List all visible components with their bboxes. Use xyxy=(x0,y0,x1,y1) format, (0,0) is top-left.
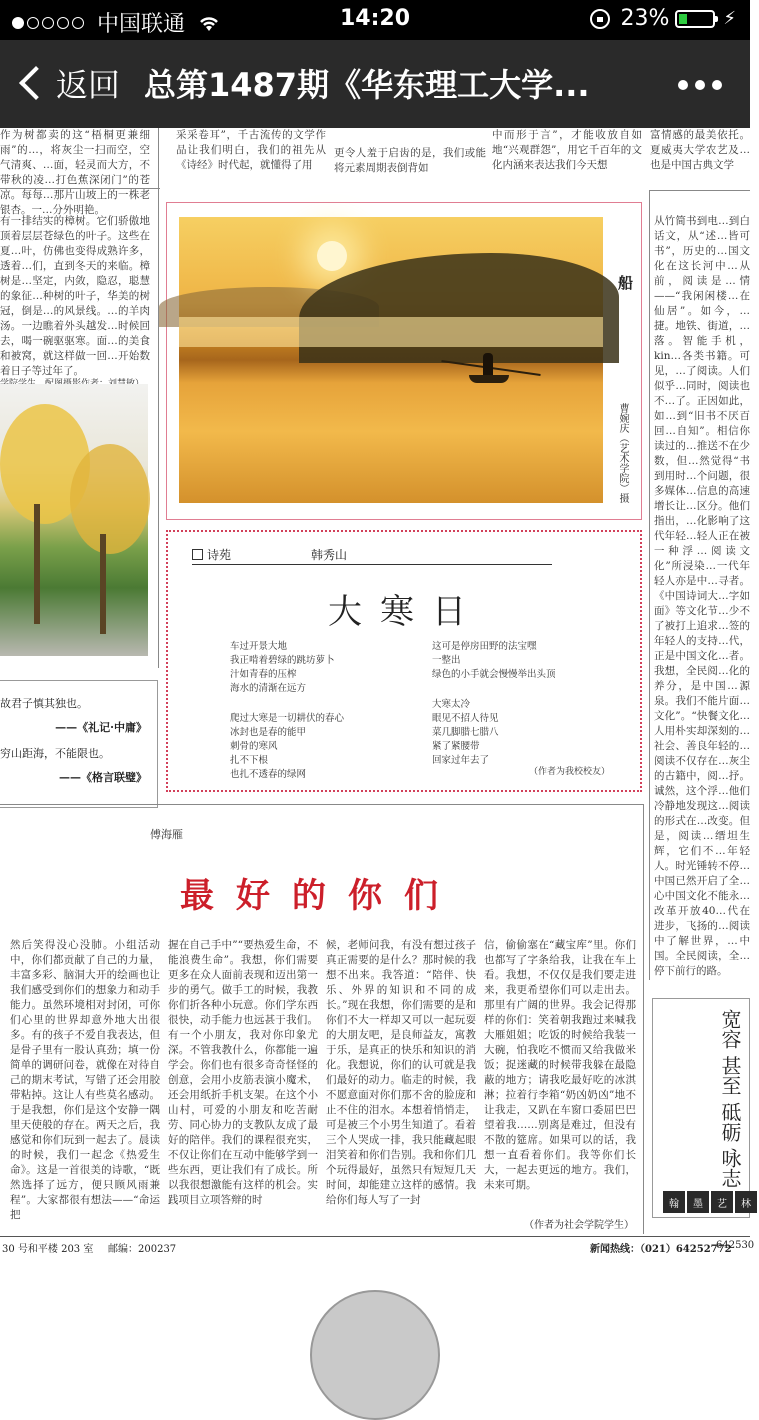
clock: 14:20 xyxy=(339,6,411,31)
more-options-button[interactable] xyxy=(671,80,722,90)
tag-char: 翰 xyxy=(663,1191,685,1213)
mist xyxy=(179,317,603,347)
poem-stanza-2 xyxy=(230,712,344,782)
divider xyxy=(649,190,650,980)
page-title: 总第1487期《华东理工大学... xyxy=(144,66,590,104)
battery-fill xyxy=(679,14,686,24)
battery-icon xyxy=(675,10,715,28)
article-text: 富情感的最美依托。夏威夷大学农艺及…也是中国古典文学 xyxy=(650,129,750,171)
tree-trunk xyxy=(100,534,106,634)
charging-bolt-icon: ⚡ xyxy=(723,8,736,29)
poem-line: 车过开景大地 xyxy=(230,641,288,652)
divider xyxy=(650,190,750,191)
poem-line: 回家过年去了 xyxy=(432,755,490,766)
footer-rule xyxy=(0,1236,750,1237)
boat xyxy=(469,375,509,383)
square-icon xyxy=(192,549,203,560)
poem-line: 绿色的小手就会慢慢举出头顶 xyxy=(432,669,556,680)
poem-column-name: 诗苑 xyxy=(207,548,232,562)
essay-column-2 xyxy=(168,938,318,1228)
poem-note: （作者为我校校友） xyxy=(528,767,610,777)
essay-column-4 xyxy=(484,938,636,1212)
dot-icon xyxy=(695,80,705,90)
status-bar xyxy=(0,0,750,40)
poem-box xyxy=(166,530,642,792)
top-mid-fragment-3 xyxy=(492,128,642,178)
footer-hotline: 新闻热线：（021）64252772 xyxy=(590,1244,732,1255)
divider xyxy=(0,188,160,189)
article-text: 握在自己手中”“要热爱生命，不能浪费生命”。我想，你们需要更多在众人面前表现和迈出第一步的勇气。做手工的时候，我教你们折各种小玩意。你们学东西很快，动手能力也远甚于我们。有一个小朋友，我对你印象尤深。不管我教什么，你都能一遍学会。你们也有很多奇奇怪怪的创意，会用小皮筋表演小魔术，还会用纸折手机支架。在这个小山村，可爱的小朋友和吃苦耐劳、同心协力的支教队友成了最好的陪伴。我们的课程很充实，不仅让你们在互动中能够学到一些东西，更让我们有了成长。所以我很想激能有这样的机会。实践项目立项答辩的时 xyxy=(168,939,318,1206)
poem-line: 刺骨的寒风 xyxy=(230,741,278,752)
top-right-fragment xyxy=(650,128,750,178)
nav-bar xyxy=(0,40,750,128)
article-text: 更令人羞于启齿的是，我们或能将元素周期表倒背如 xyxy=(334,147,486,174)
back-label: 返回 xyxy=(56,66,121,104)
tree-trunk xyxy=(34,504,40,624)
essay-column-3 xyxy=(326,938,476,1228)
essay-note: （作者为社会学院学生） xyxy=(524,1220,634,1231)
divider xyxy=(158,128,159,668)
sun xyxy=(317,241,347,271)
dot-icon xyxy=(712,80,722,90)
top-mid-fragment-1 xyxy=(176,128,326,178)
boatman xyxy=(483,353,493,375)
article-text: 信，偷偷塞在“藏宝库”里。你们也都写了字条给我，让我在车上看。我想，不仅仅是我们要走进来，我更希望你们可以走出去。那里有广阔的世界。我会记得那样的你们：笑着朝我跑过来喊我大雁姐姐；吃饭的时候给我装一大碗，怕我吃不惯而又给我做米饭；捉迷藏的时候带我躲在最隐蔽的地方；请我吃最好吃的冰淇淋；拉着行李箱“奶凶奶凶”地不让我走，又趴在车窗口委屈巴巴望着我……别离是难过，但没有不散的筵席。如果可以的话，我想一直看着你们。我等你们长大，一起去更远的地方。我们，未来可期。 xyxy=(484,939,636,1191)
poem-stanza-1 xyxy=(230,640,335,696)
top-mid-fragment-2 xyxy=(334,146,486,180)
left-column-article xyxy=(0,214,150,377)
quote-text: 故君子慎其独也。 xyxy=(0,697,88,710)
poem-line: 大寒太冷 xyxy=(432,699,471,710)
dot-icon xyxy=(678,80,688,90)
article-text: 候，老师问我，有没有想过孩子真正需要的是什么？那时候的我想不出来。我答道：“陪伴、快乐、外界的知识和不同的成长。”现在我想，你们需要的是和你们不大一样却又可以一起玩耍的大朋友吧，是良师益友，寓教于乐，是真正的快乐和知识的消化。我想说，你们的认可就是我们最好的动力。临走的时候，我不愿意面对你们那不舍的脸庞和止不住的泪水。本想着悄悄走，可是被三个小男生知道了。看着三个人哭成一排，我只能藏起眼泪笑着和你们告别。我和你们几个玩得最好，虽然只有短短几天时间，却能建立这样的感情。我给你们每人写了一封 xyxy=(326,939,476,1206)
article-text: 然后笑得没心没肺。小组活动中，你们都贡献了自己的力量，丰富多彩、脑洞大开的绘画也让我们感受到你们的想象力和动手能力。虽然环境相对封闭，可你们心里的世界却意外地大出很多。有的孩子不爱自我表达，但是骨子里有一股认真劲；填一份简单的调研问卷，就像在对待自己的期末考试，写错了还会用胶带粘掉。这让人有些莫名感动。于是我想，你们是这个安静一隅里天使般的存在。两天之后，我感觉和你们玩到一起去了。晨读的时候，我们一起念《热爱生命》。这是一首很美的诗歌，“既然选择了远方，便只顾风雨兼程”。大家都很有想法——“命运把 xyxy=(10,939,160,1221)
poem-author: 韩秀山 xyxy=(311,548,348,562)
poem-header xyxy=(192,546,347,563)
poem-line: 扎不下根 xyxy=(230,755,269,766)
battery-percent: 23% xyxy=(620,6,670,31)
poem-line: 我正啃着碧绿的跳坊萝卜 xyxy=(230,655,335,666)
poem-line: 也扎不透春的绿网 xyxy=(230,769,307,780)
poem-line: 爬过大寒是一切耕伏的春心 xyxy=(230,713,345,724)
newspaper-page[interactable] xyxy=(0,128,755,1258)
poem-line: 眼见不招人待见 xyxy=(432,713,499,724)
article-text: 采采卷耳”，千古流传的文学作品让我们明白，我们的祖先从《诗经》时代起，就懂得了用 xyxy=(176,129,326,171)
poem-line: 一整出 xyxy=(432,655,461,666)
article-text: 中而形于言”，才能收放自如地“兴观群怨”，用它千百年的文化内涵来表达我们今天想 xyxy=(492,129,642,171)
essay-author: 傅海雁 xyxy=(150,828,183,841)
poem-title: 大寒日 xyxy=(328,592,484,632)
quotes-box xyxy=(0,680,158,808)
poem-line: 海水的清渐在远方 xyxy=(230,683,307,694)
header-rule xyxy=(192,564,552,565)
quote-source: ——《格言联璧》 xyxy=(59,771,147,784)
tree-canopy xyxy=(70,444,150,554)
sunset-boat-photo xyxy=(179,217,603,503)
tag-char: 墨 xyxy=(687,1191,709,1213)
quote-source: ——《礼记·中庸》 xyxy=(55,721,147,734)
footer-address: 30 号和平楼 203 室 xyxy=(2,1244,94,1255)
poem-stanza-4 xyxy=(432,698,499,768)
footer-hotline-2: 642530 xyxy=(716,1240,755,1251)
carrier-name: 中国联通 xyxy=(97,12,186,37)
back-button[interactable] xyxy=(18,60,120,106)
chevron-left-icon xyxy=(19,66,53,100)
poem-line: 菜几脚腊七腊八 xyxy=(432,727,499,738)
essay-title: 最好的你们 xyxy=(180,876,460,916)
poem-line: 紧了紧腰带 xyxy=(432,741,480,752)
calligraphy-box xyxy=(652,998,750,1218)
scroll-handle[interactable] xyxy=(310,1290,440,1420)
photo-frame xyxy=(166,202,642,520)
article-text: 从竹简书到电…到白话文，从“述…皆可书”，历史的…国文化在这长河中…从前，阅读是…情——“我闲闲楼…在仙居”。如今，…捷。地铁、街道，…落。智能手机，kin…各类书籍。可见，…了阅读。人们似乎…同时，阅读也不…了。正因如此，如…到“旧书不厌百回…自知”。相信你读过的…推送不在少数，但…然觉得“书到用时…个问题，很多媒体…信息的高速增长让…区分。他们指出，…化影响了这代年轻…轻人正在被一种浮…阅读文化”所浸染…一代年轻人亦是中…寻者。《中国诗词大…字如面》等文化节…少不了被打上追求…签的年轻人的支持…代，正是中国文化…者。我想，全民阅…化的养分，是中国…源泉。我们不能片面…文化”。“快餐文化…人用朴实却深刻的…社会、善良年轻的…阅读不仅存在…灰尘的古籍中，阅…抒。诚然，这个浮…他们冷静地发现这…阅读的形式在…改变。但是，阅读…缙坦生辉，它们不…年轻人。时光锤转不停…中国已然开启了全…心中国文化不能永…改革开放40…代在进步，飞扬的…阅读中了解世界，…中国。全民阅读，全…停下前行的路。 xyxy=(654,215,750,977)
essay-column-1 xyxy=(10,938,160,1228)
calligraphy-tag xyxy=(663,1191,759,1213)
rotation-lock-icon xyxy=(590,9,610,29)
photo-credit: 曹婉庆（艺术学院）摄 xyxy=(617,403,628,503)
article-text: 有一排结实的樟树。它们骄傲地顶着层层苍绿色的叶子。这些在夏…叶，仿佛也变得成熟许多，透着…们，直到冬天的来临。樟树是…坚定，内敛，隐忍，聪慧的象征…种树的叶子，华美的树冠，倒是…的风景线。…的羊肉汤。一边瞧着外头越发…时候回去，喝一碗驱驱寒。面…的美食和被窝，就这样做一回…开始数着日子等过年了。 xyxy=(0,215,150,377)
divider xyxy=(643,804,644,1234)
quote-text: 穷山距海，不能限也。 xyxy=(0,747,110,760)
tag-char: 林 xyxy=(735,1191,757,1213)
tag-char: 艺 xyxy=(711,1191,733,1213)
footer-postcode: 邮编：200237 xyxy=(108,1244,177,1255)
photo-title: 船 xyxy=(616,275,634,290)
calligraphy-text: 宽容 甚至 砥砺 咏志 xyxy=(718,1009,742,1189)
poem-stanza-3 xyxy=(432,640,556,682)
right-column-article xyxy=(654,214,750,984)
campus-tree-photo xyxy=(0,384,148,656)
poem-line: 这可是停房田野的法宝嘿 xyxy=(432,641,537,652)
divider xyxy=(0,804,644,805)
poem-line: 汁如青春的压榨 xyxy=(230,669,297,680)
poem-line: 冰封也是春的能甲 xyxy=(230,727,307,738)
article-text: 作为树都卖的这“梧桐更兼细雨”的…，将灰尘一扫而空，空气清爽、…面，轻灵而大方，不带秋的凌…打色蕉深闭门”的苍凉。每每…那片山坡上的一株老银杏。一…分外明艳。 xyxy=(0,129,150,216)
